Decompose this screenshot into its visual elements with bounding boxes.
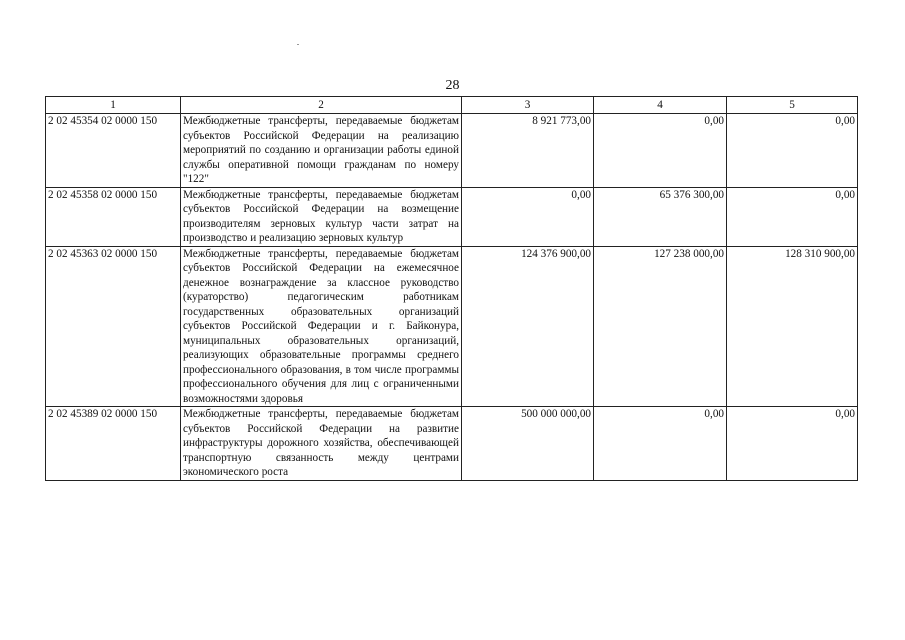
- amount-col3-cell: 124 376 900,00: [462, 246, 594, 407]
- column-header-2: 2: [181, 97, 462, 114]
- scan-speck: [297, 44, 299, 45]
- table-row: [46, 187, 858, 246]
- table-row: [46, 246, 858, 407]
- amount-col5-cell: 0,00: [727, 187, 858, 246]
- column-header-1: 1: [46, 97, 181, 114]
- amount-col3-cell: 0,00: [462, 187, 594, 246]
- table-row: [46, 114, 858, 188]
- budget-code-cell: 2 02 45358 02 0000 150: [46, 187, 181, 246]
- amount-col4-cell: 0,00: [594, 114, 727, 188]
- table-row: [46, 407, 858, 481]
- amount-col5-cell: 128 310 900,00: [727, 246, 858, 407]
- amount-col4-cell: 0,00: [594, 407, 727, 481]
- budget-code-cell: 2 02 45389 02 0000 150: [46, 407, 181, 481]
- column-header-4: 4: [594, 97, 727, 114]
- amount-col3-cell: 8 921 773,00: [462, 114, 594, 188]
- description-cell: Межбюджетные трансферты, передаваемые бюджетам субъектов Российской Федерации на реализацию мероприятий по созданию и организации работы единой службы оперативной помощи гражданам по номеру "122": [181, 114, 462, 188]
- column-header-5: 5: [727, 97, 858, 114]
- budget-table: [45, 96, 858, 481]
- page-number: 28: [445, 78, 460, 93]
- amount-col5-cell: 0,00: [727, 114, 858, 188]
- description-cell: Межбюджетные трансферты, передаваемые бюджетам субъектов Российской Федерации на ежемесячное денежное вознаграждение за классное руководство (кураторство) педагогическим работникам государственных образовательных организаций субъектов Российской Федерации и г. Байконура, муниципальных образовательных организаций, реализующих образовательные программы среднего профессионального образования, в том числе программы профессионального обучения для лиц с ограниченными возможностями здоровья: [181, 246, 462, 407]
- budget-code-cell: 2 02 45363 02 0000 150: [46, 246, 181, 407]
- amount-col4-cell: 65 376 300,00: [594, 187, 727, 246]
- amount-col3-cell: 500 000 000,00: [462, 407, 594, 481]
- amount-col5-cell: 0,00: [727, 407, 858, 481]
- column-header-3: 3: [462, 97, 594, 114]
- amount-col4-cell: 127 238 000,00: [594, 246, 727, 407]
- description-cell: Межбюджетные трансферты, передаваемые бюджетам субъектов Российской Федерации на возмещение производителям зерновых культур части затрат на производство и реализацию зерновых культур: [181, 187, 462, 246]
- header-row: [46, 97, 858, 114]
- description-cell: Межбюджетные трансферты, передаваемые бюджетам субъектов Российской Федерации на развитие инфраструктуры дорожного хозяйства, обеспечивающей транспортную связанность между центрами экономического роста: [181, 407, 462, 481]
- budget-code-cell: 2 02 45354 02 0000 150: [46, 114, 181, 188]
